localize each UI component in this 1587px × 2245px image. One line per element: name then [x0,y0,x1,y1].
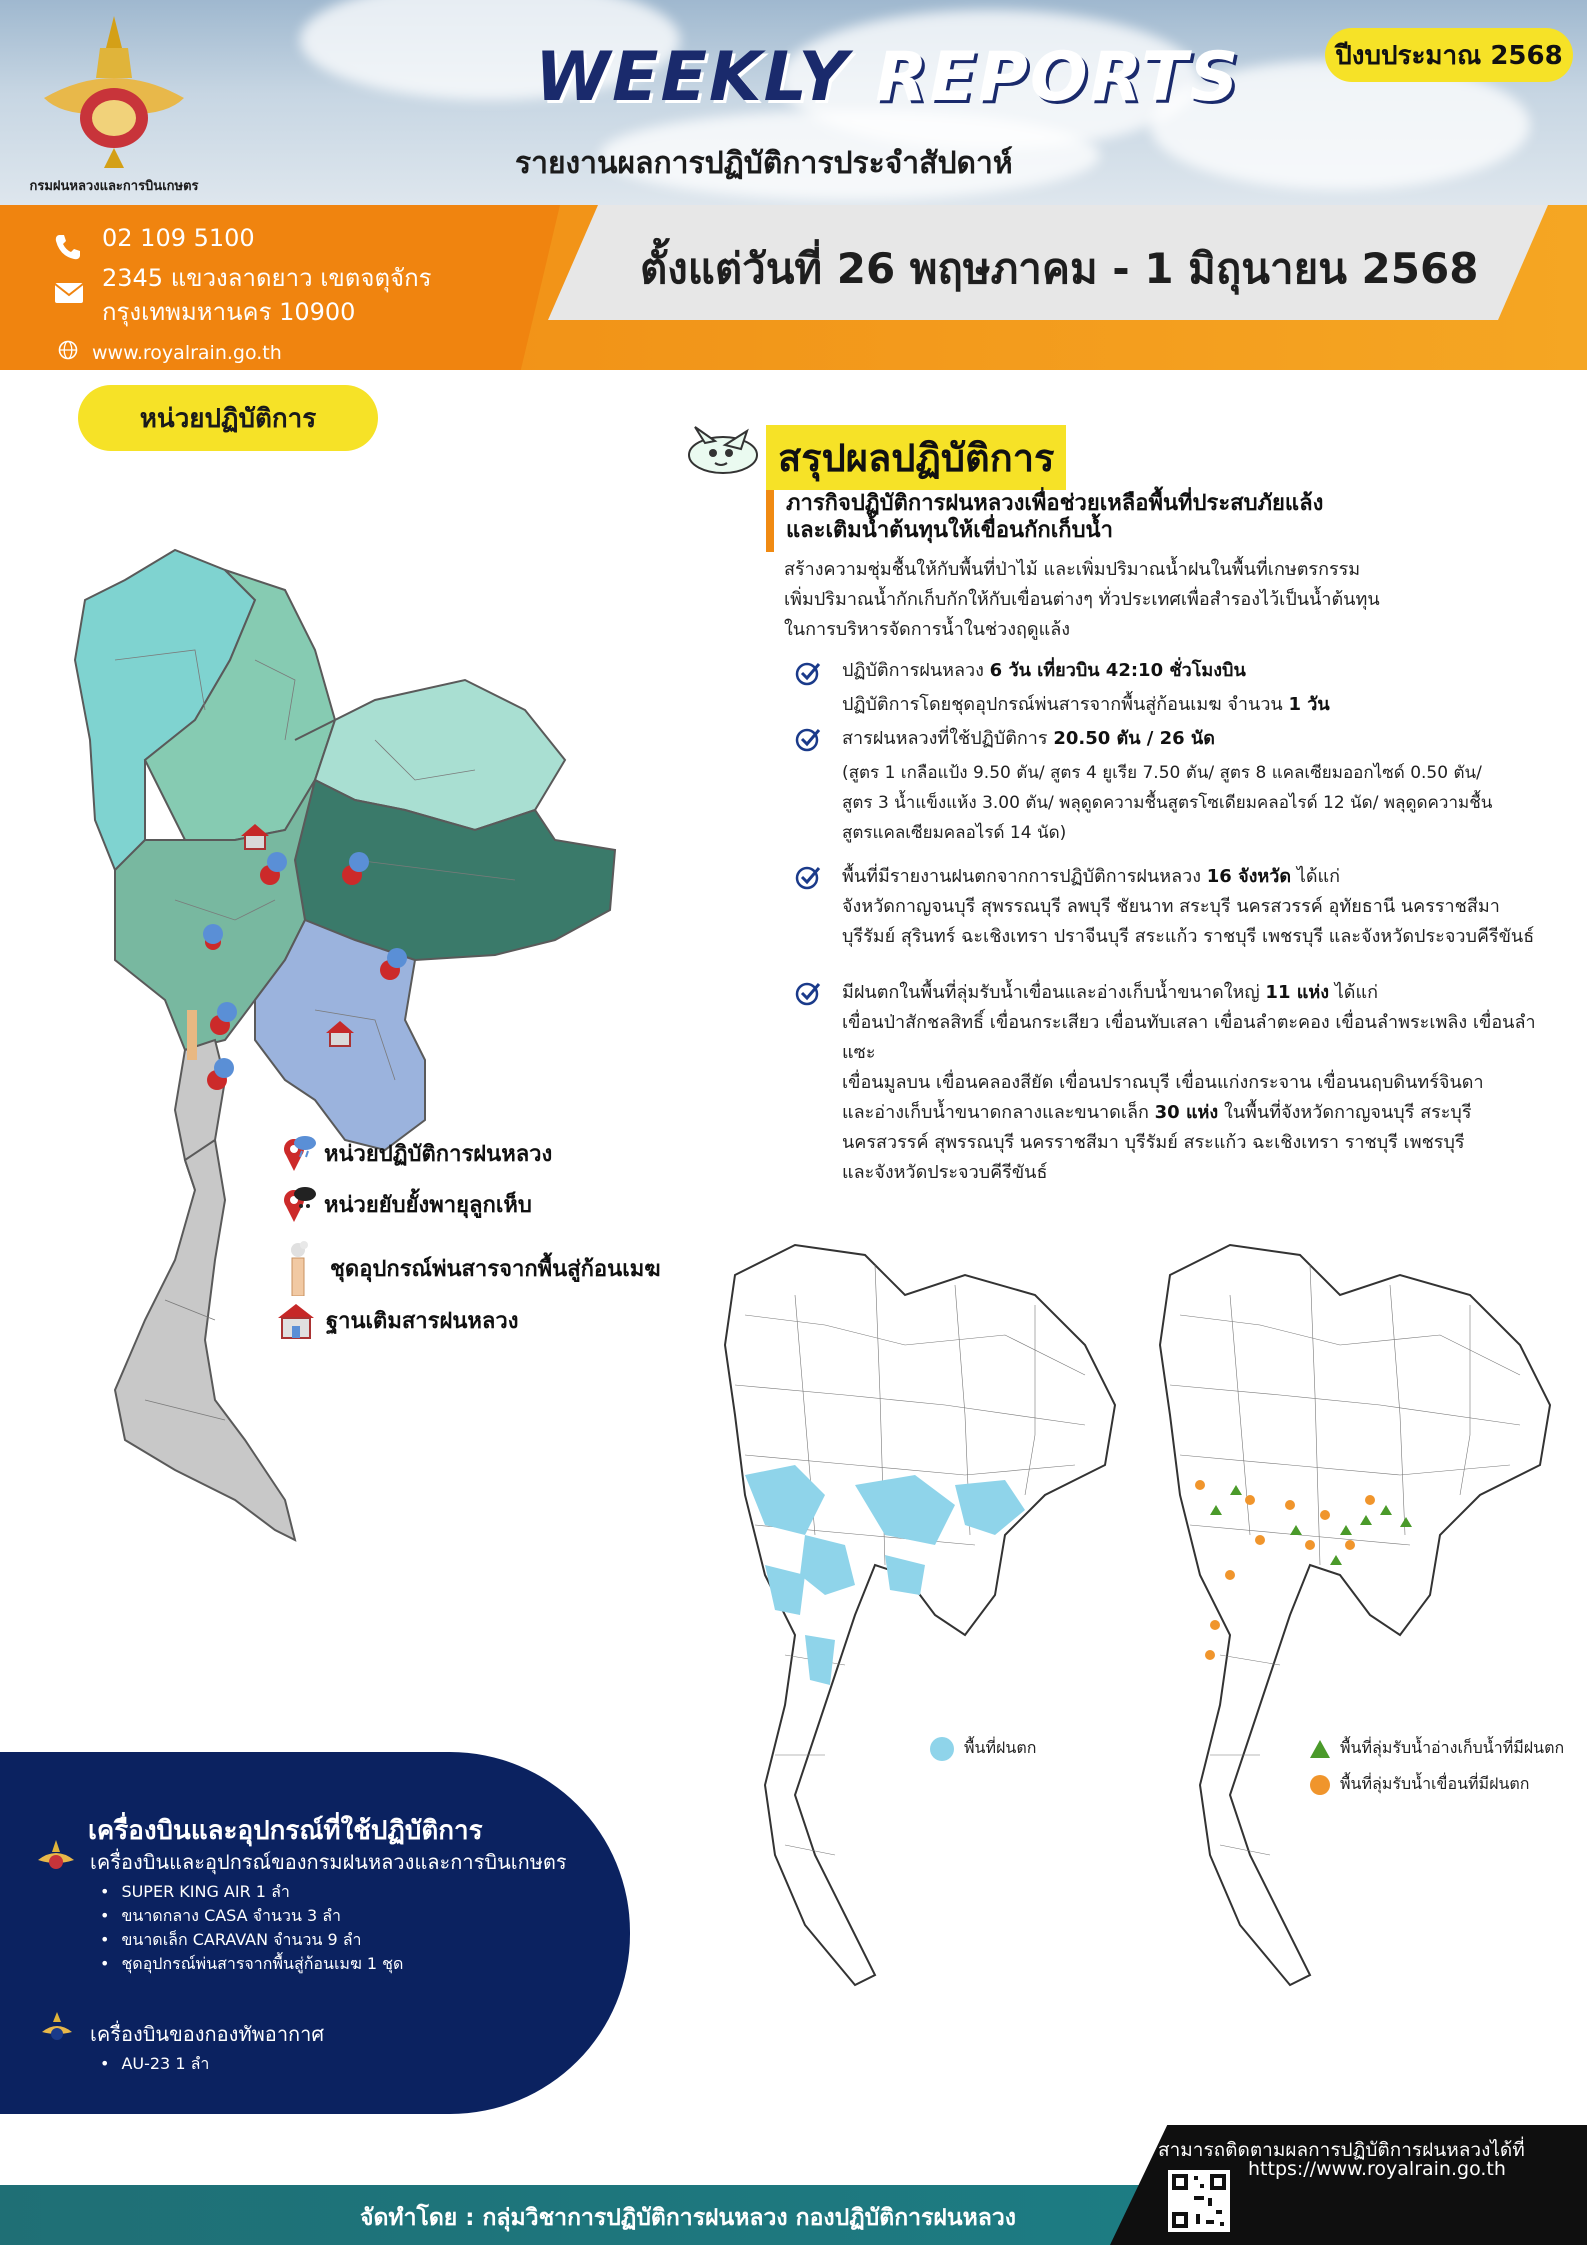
prov-line3: บุรีรัมย์ สุรินทร์ ฉะเชิงเทรา ปราจีนบุรี สระแก้ว ราชบุรี เพชรบุรี และจังหวัดประจวบคีรีขันธ์ [842,926,1535,947]
dam-catchment-map [1140,1235,1560,1995]
intro-line3: ในการบริหารจัดการน้ำในช่วงฤดูแล้ง [784,619,1071,640]
list-item: • AU-23 1 ลำ [100,2052,209,2076]
ops-value: 6 วัน เที่ยวบิน 42:10 ชั่วโมงบิน [989,660,1246,681]
contact-address-line1: 2345 แขวงลาดยาว เขตจตุจักร [102,264,432,292]
legend-rain-area-label: พื้นที่ฝนตก [964,1738,1037,1757]
prov-value: 16 จังหวัด [1206,866,1292,887]
summary-title: สรุปผลปฏิบัติการ [766,425,1066,490]
list-item: • ขนาดเล็ก CARAVAN จำนวน 9 ลำ [100,1928,403,1952]
summary-chemicals [842,724,1542,848]
dam-line3: เขื่อนมูลบน เขื่อนคลองสียัด เขื่อนปราณบุรี เขื่อนแก่งกระจาน เขื่อนนฤบดินทร์จินดา [842,1072,1484,1093]
org-logo [14,8,214,198]
chem-detail-2: สูตร 3 น้ำแข็งแห้ง 3.00 ตัน/ พลุดูดความชื้นสูตรโซเดียมคลอไรด์ 12 นัด/ พลุดูดความชื้น [842,793,1493,813]
mission-accent-bar [766,490,774,552]
check-icon [795,660,821,686]
dam-line2: เขื่อนป่าสักชลสิทธิ์ เขื่อนกระเสียว เขื่อนทับเสลา เขื่อนลำตะคอง เขื่อนลำพระเพลิง เขื่อนลำแซะ [842,1012,1536,1063]
dam-value: 11 แห่ง [1265,982,1329,1003]
legend-hail-unit [278,1184,532,1224]
check-icon [795,726,821,752]
intro-line2: เพิ่มปริมาณน้ำกักเก็บกักให้กับเขื่อนต่างๆ ทั่วประเทศเพื่อสำรองไว้เป็นน้ำต้นทุน [784,589,1380,610]
dam-prefix: มีฝนตกในพื้นที่ลุ่มรับน้ำเขื่อนและอ่างเก็บน้ำขนาดใหญ่ [842,982,1266,1003]
phone-icon [52,232,82,262]
operation-units-pill: หน่วยปฏิบัติการ [78,385,378,451]
list-item: • ขนาดกลาง CASA จำนวน 3 ลำ [100,1904,403,1928]
rain-unit-icon [278,1133,318,1173]
follow-url-link[interactable]: https://www.royalrain.go.th [1248,2158,1506,2180]
check-icon [795,864,821,890]
rainfall-area-map [705,1235,1125,1995]
org-name-text: กรมฝนหลวงและการบินเกษตร [29,179,199,194]
summary-operations [842,656,1542,720]
list-item: • ชุดอุปกรณ์พ่นสารจากพื้นสู่ก้อนเมฆ 1 ชุด [100,1952,403,1976]
ground-value: 1 วัน [1288,694,1330,715]
intro-line1: สร้างความชุ่มชื้นให้กับพื้นที่ป่าไม้ และเพิ่มปริมาณน้ำฝนในพื้นที่เกษตรกรรม [784,559,1361,580]
dam-swatch [1310,1775,1330,1795]
list-item: • SUPER KING AIR 1 ลำ [100,1880,403,1904]
refill-base-icon [276,1300,316,1340]
contact-address-line2: กรุงเทพมหานคร 10900 [102,298,356,326]
prov-prefix: พื้นที่มีรายงานฝนตกจากการปฏิบัติการฝนหลวง [842,866,1207,887]
rain-area-swatch [930,1737,954,1761]
airforce-heading: เครื่องบินของกองทัพอากาศ [90,2022,325,2046]
date-range-text: ตั้งแต่วันที่ 26 พฤษภาคม - 1 มิถุนายน 2568 [640,244,1479,293]
report-title-reports: REPORTS [875,38,1241,117]
dam-line4-prefix: และอ่างเก็บน้ำขนาดกลางและขนาดเล็ก [842,1102,1155,1123]
legend-reservoir [1310,1736,1564,1761]
legend-hail-unit-label: หน่วยยับยั้งพายุลูกเห็บ [324,1192,532,1218]
mission-heading-line2: และเติมน้ำต้นทุนให้เขื่อนกักเก็บน้ำ [786,518,1113,543]
chem-value: 20.50 ตัน / 26 นัด [1053,728,1215,749]
mission-heading [786,490,1506,544]
legend-ground-sprayer [280,1240,661,1296]
legend-rain-area [930,1736,1036,1761]
ground-sprayer-icon [280,1240,316,1296]
legend-ground-sprayer-label: ชุดอุปกรณ์พ่นสารจากพื้นสู่ก้อนเมฆ [330,1256,661,1282]
contact-phone[interactable]: 02 109 5100 [102,224,255,252]
mission-intro [784,555,1484,645]
summary-provinces [842,862,1542,952]
airforce-emblem-icon [40,2010,74,2046]
dept-heading: เครื่องบินและอุปกรณ์ของกรมฝนหลวงและการบินเกษตร [90,1850,567,1874]
prov-line2: จังหวัดกาญจนบุรี สุพรรณบุรี ลพบุรี ชัยนาท สระบุรี นครสวรรค์ อุทัยธานี นครราชสีมา [842,896,1500,917]
dam-line6: และจังหวัดประจวบคีรีขันธ์ [842,1162,1048,1183]
report-subtitle: รายงานผลการปฏิบัติการประจำสัปดาห์ [515,146,1013,181]
budget-year-badge: ปีงบประมาณ 2568 [1325,28,1573,82]
dam-line5: นครสวรรค์ สุพรรณบุรี นครราชสีมา บุรีรัมย์ สระแก้ว ฉะเชิงเทรา ราชบุรี เพชรบุรี [842,1132,1465,1153]
legend-dam-label: พื้นที่ลุ่มรับน้ำเขื่อนที่มีฝนตก [1340,1774,1530,1793]
dam-suffix: ได้แก่ [1329,982,1378,1003]
report-title [535,38,1240,117]
aircraft-title: เครื่องบินและอุปกรณ์ที่ใช้ปฏิบัติการ [88,1816,483,1846]
operations-zone-map [55,540,635,1550]
ops-prefix: ปฏิบัติการฝนหลวง [842,660,990,681]
legend-refill-base-label: ฐานเติมสารฝนหลวง [326,1308,519,1334]
legend-refill-base [276,1300,518,1340]
airforce-aircraft-list [100,2052,209,2076]
dam-line4-value: 30 แห่ง [1154,1102,1219,1123]
ground-sprayer-marker [187,1010,197,1060]
airplane-mascot-icon [685,423,761,481]
dam-line4-suffix: ในพื้นที่จังหวัดกาญจนบุรี สระบุรี [1218,1102,1472,1123]
check-icon [795,980,821,1006]
mail-icon [54,282,84,304]
legend-rain-unit [278,1133,552,1173]
prepared-by-text: จัดทำโดย : กลุ่มวิชาการปฏิบัติการฝนหลวง กองปฏิบัติการฝนหลวง [360,2205,1017,2231]
chem-prefix: สารฝนหลวงที่ใช้ปฏิบัติการ [842,728,1054,749]
chem-detail-3: สูตรแคลเซียมคลอไรด์ 14 นัด) [842,823,1067,843]
report-title-weekly: WEEKLY [535,38,850,117]
follow-text: สามารถติดตามผลการปฏิบัติการฝนหลวงได้ที่ [1158,2139,1525,2161]
contact-website-link[interactable]: www.royalrain.go.th [92,342,282,364]
chem-detail-1: (สูตร 1 เกลือแป้ง 9.50 ตัน/ สูตร 4 ยูเรีย 7.50 ตัน/ สูตร 8 แคลเซียมออกไซด์ 0.50 ตัน/ [842,763,1482,783]
legend-reservoir-label: พื้นที่ลุ่มรับน้ำอ่างเก็บน้ำที่มีฝนตก [1340,1738,1565,1757]
hail-unit-icon [278,1184,318,1224]
org-emblem-icon [36,1838,76,1874]
qr-code[interactable] [1168,2170,1230,2232]
legend-rain-unit-label: หน่วยปฏิบัติการฝนหลวง [324,1141,553,1167]
summary-dams [842,978,1542,1188]
dept-aircraft-list [100,1880,403,1976]
ground-prefix: ปฏิบัติการโดยชุดอุปกรณ์พ่นสารจากพื้นสู่ก้อนเมฆ จำนวน [842,694,1289,715]
prov-suffix: ได้แก่ [1291,866,1341,887]
legend-dam [1310,1772,1530,1797]
reservoir-swatch [1310,1740,1330,1758]
globe-icon [58,340,78,360]
mission-heading-line1: ภารกิจปฏิบัติการฝนหลวงเพื่อช่วยเหลือพื้นที่ประสบภัยแล้ง [786,491,1324,516]
